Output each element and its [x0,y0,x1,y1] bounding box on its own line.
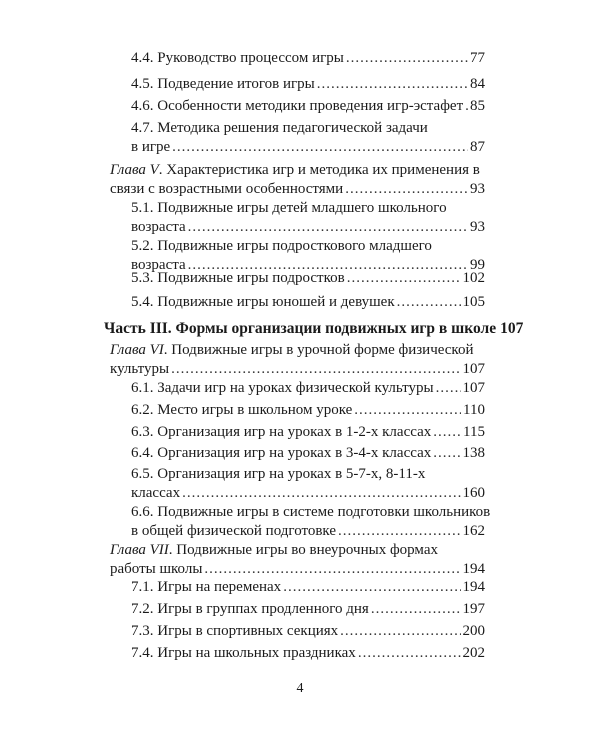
toc-entry-title: 5.1. Подвижные игры детей младшего школьного [131,200,447,216]
toc-entry-title: 5.3. Подвижные игры подростков [131,270,345,286]
toc-entry-page: 105 [462,294,485,310]
toc-entry-title-cont: связи с возрастными особенностями [110,181,344,197]
toc-entry-title-cont: в игре [131,139,171,155]
toc-entry-title: 6.5. Организация игр на уроках в 5-7-х, 8-11-х [131,466,426,482]
toc-entry-page: 110 [463,402,485,418]
dot-leader [358,644,461,663]
toc-part [104,319,524,338]
toc-entry-page: 194 [462,579,485,595]
toc-entry-page: 85 [470,98,485,114]
toc-entry-title: 6.3. Организация игр на уроках в 1-2-х классах [131,424,432,440]
toc-entry [131,401,485,420]
toc-entry-page: 102 [462,270,485,286]
toc-entry-page: 200 [462,623,485,639]
toc-entry-page: 197 [462,601,485,617]
dot-leader [188,218,468,237]
dot-leader [436,379,461,398]
dot-leader [338,522,460,541]
dot-leader [317,75,468,94]
toc-entry-title: 6.4. Организация игр на уроках в 3-4-х классах [131,445,432,461]
toc-entry-page: 93 [470,181,485,197]
toc-entry-page: 84 [470,76,485,92]
toc-entry-title: 6.6. Подвижные игры в системе подготовки школьников [131,504,491,520]
toc-entry-page: 202 [462,645,485,661]
toc-entry-title: 7.3. Игры в спортивных секциях [131,623,339,639]
toc-entry [131,293,485,312]
dot-leader [397,293,461,312]
dot-leader [433,444,460,463]
toc-entry-page: 99 [470,257,485,273]
toc-entry [131,269,485,288]
toc-entry [131,423,485,442]
toc-entry-title: 4.4. Руководство процессом игры [131,50,344,66]
toc-entry [131,644,485,663]
toc-entry-title-cont: в общей физической подготовке [131,523,337,539]
toc-entry-title-cont: работы школы [110,561,203,577]
toc-entry [131,379,485,398]
toc-entry-title-cont: возраста [131,219,186,235]
chapter-label: Глава V [110,162,159,178]
toc-entry-page: 115 [463,424,485,440]
toc-entry [131,600,485,619]
toc-entry-page: 107 [462,361,485,377]
toc-entry-title: 4.6. Особенности методики проведения игр-эстафет [131,98,464,114]
dot-leader [172,138,468,157]
dot-leader [346,49,468,68]
dot-leader [182,484,460,503]
toc-entry [131,49,485,68]
toc-chapter [110,541,485,579]
toc-entry-page: 138 [462,445,485,461]
toc-entry-page: 194 [462,561,485,577]
toc-entry-page: 87 [470,139,485,155]
toc-entry-page: 107 [462,380,485,396]
toc-entry [131,444,485,463]
dot-leader [171,360,460,379]
toc-chapter [110,161,485,199]
dot-leader [433,423,461,442]
toc-entry-title-cont: возраста [131,257,186,273]
toc-entry [131,465,485,503]
toc-entry-title: 5.4. Подвижные игры юношей и девушек [131,294,395,310]
toc-entry [131,578,485,597]
toc-entry-title: 4.7. Методика решения педагогической задачи [131,120,428,136]
toc-chapter [110,341,485,379]
toc-entry [131,503,491,541]
toc-entry-page: 77 [470,50,485,66]
dot-leader [354,401,461,420]
chapter-label: Глава VII [110,542,169,558]
toc-entry [131,97,485,116]
dot-leader [371,600,461,619]
toc-entry-title: 6.2. Место игры в школьном уроке [131,402,353,418]
toc-entry-title: 7.1. Игры на переменах [131,579,282,595]
chapter-label: Глава VI [110,342,164,358]
toc-entry-page: 93 [470,219,485,235]
dot-leader [204,560,460,579]
toc-entry-title: 7.4. Игры на школьных праздниках [131,645,356,661]
toc-entry-title: 5.2. Подвижные игры подросткового младшего [131,238,432,254]
toc-entry-page: 107 [500,320,524,337]
page-number: 4 [296,681,304,696]
toc-entry-page: 160 [462,485,485,501]
toc-entry-title: . Подвижные игры в урочной форме физической [163,342,474,358]
toc-entry-title: . Характеристика игр и методика их применения в [158,162,480,178]
toc-entry-title-cont: культуры [110,361,170,377]
toc-entry [131,622,485,641]
dot-leader [347,269,461,288]
toc-entry-title-cont: классах [131,485,181,501]
dot-leader [340,622,460,641]
toc-entry-title: 7.2. Игры в группах продленного дня [131,601,369,617]
toc-entry [131,199,485,237]
toc-entry [131,75,485,94]
toc-part-title: Часть III. Формы организации подвижных игр в школе [104,320,497,337]
toc-entry-title: . Подвижные игры во внеурочных формах [168,542,438,558]
toc-entry-title: 4.5. Подведение итогов игры [131,76,315,92]
toc-entry-title: 6.1. Задачи игр на уроках физической культуры [131,380,434,396]
dot-leader [345,180,468,199]
dot-leader [465,97,468,116]
toc-entry [131,119,485,157]
dot-leader [283,578,460,597]
toc-entry-page: 162 [462,523,485,539]
